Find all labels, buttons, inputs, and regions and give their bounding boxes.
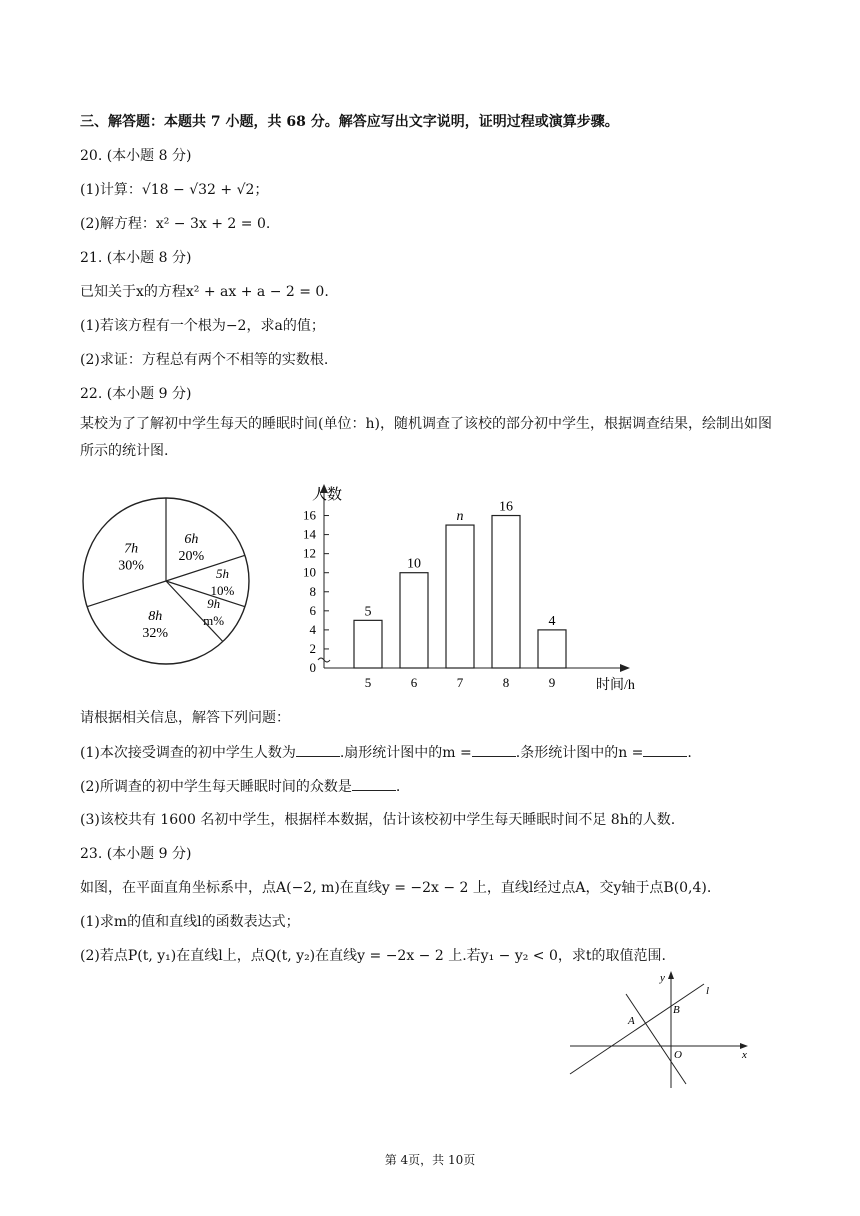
y-tick-label: 8 xyxy=(309,583,316,599)
x-tick-label: 6 xyxy=(410,675,418,690)
pie-slice-label: 6h xyxy=(184,532,199,548)
x-axis-arrow xyxy=(620,664,630,672)
bar-data-label: n xyxy=(456,509,464,525)
y-tick-label: 12 xyxy=(303,545,316,561)
q23-part1: (1)求m的值和直线l的函数表达式； xyxy=(80,914,300,930)
q22-part1-d: . xyxy=(687,745,692,761)
x-tick-label: 8 xyxy=(502,675,510,690)
bar xyxy=(492,516,520,668)
q20-part1: (1)计算：√18 − √32 + √2； xyxy=(80,182,269,198)
pie-slice-percent: 20% xyxy=(178,549,205,565)
pie-slice-percent: 10% xyxy=(210,583,235,598)
bar-data-label: 16 xyxy=(499,499,513,515)
q22-part1 xyxy=(80,742,692,763)
q22-part1-b: .扇形统计图中的m = xyxy=(339,745,472,761)
bar-data-label: 5 xyxy=(364,604,372,620)
answer-blank-m xyxy=(472,742,516,757)
pie-slices xyxy=(83,498,249,664)
pie-slice-label: 5h xyxy=(215,566,229,581)
y-tick-label: 2 xyxy=(309,640,316,656)
x-tick-label: 9 xyxy=(548,675,556,690)
point-b-label: B xyxy=(673,1004,680,1016)
q21-header: 21. (本小题 8 分) xyxy=(80,250,192,266)
q22-intro: 请根据相关信息，解答下列问题： xyxy=(80,710,290,726)
y-label: y xyxy=(660,972,665,984)
y-axis-arrow xyxy=(668,971,674,979)
q21-stem: 已知关于x的方程x² + ax + a − 2 = 0. xyxy=(80,284,329,300)
q23-stem: 如图，在平面直角坐标系中，点A(−2, m)在直线y = −2x − 2 上，直线l经过点A，交y轴于点B(0,4). xyxy=(80,880,712,896)
q22-part2 xyxy=(80,776,400,797)
point-a-label: A xyxy=(628,1015,635,1027)
line-l xyxy=(570,984,704,1074)
pie-slice-percent: 32% xyxy=(142,625,169,641)
answer-blank-mode xyxy=(352,776,396,791)
x-label: x xyxy=(742,1049,747,1061)
y-tick-label: 16 xyxy=(303,507,316,523)
answer-blank-n xyxy=(643,742,687,757)
bar xyxy=(446,525,474,668)
y-tick-label: 4 xyxy=(309,621,316,637)
q23-header: 23. (本小题 9 分) xyxy=(80,846,192,862)
y-axis-label: 人数 xyxy=(312,487,343,503)
q21-part1: (1)若该方程有一个根为−2，求a的值； xyxy=(80,318,325,334)
answer-blank-count xyxy=(296,742,340,757)
q22-part1-a: (1)本次接受调查的初中学生人数为 xyxy=(80,745,296,761)
line-l-label: l xyxy=(706,985,710,997)
pie-slice-label: 9h xyxy=(207,596,221,612)
origin-label: O xyxy=(674,1049,682,1061)
q22-part1-c: .条形统计图中的n = xyxy=(515,745,644,761)
bar-chart xyxy=(292,478,672,698)
bar-data-label: 4 xyxy=(548,613,556,629)
pie-slice-label: 8h xyxy=(148,608,163,624)
bar-data-label: 10 xyxy=(407,556,421,572)
section-title: 三、解答题：本题共 7 小题，共 68 分。解答应写出文字说明，证明过程或演算步骤。 xyxy=(80,114,619,130)
q23-part2: (2)若点P(t, y₁)在直线l上，点Q(t, y₂)在直线y = −2x − 2 上.若y₁ − y₂ < 0，求t的取值范围. xyxy=(80,948,666,964)
y-tick-label: 0 xyxy=(309,660,316,675)
x-axis-label: 时间/h xyxy=(596,678,635,693)
pie-slice-label: 7h xyxy=(124,541,139,557)
q22-stem: 某校为了了解初中学生每天的睡眠时间(单位：h)，随机调查了该校的部分初中学生，根据调查结果，绘制出如图所示的统计图. xyxy=(80,416,772,459)
coordinate-graph xyxy=(566,966,766,1092)
q20-header: 20. (本小题 8 分) xyxy=(80,148,192,164)
pie-slice-percent: 30% xyxy=(118,558,144,574)
q20-part2: (2)解方程：x² − 3x + 2 = 0. xyxy=(80,216,271,232)
x-tick-label: 7 xyxy=(456,675,464,690)
bar xyxy=(400,573,428,668)
pie-slice-percent: m% xyxy=(203,613,225,629)
bar-series xyxy=(354,500,566,690)
q22-part2-b: . xyxy=(395,779,401,795)
bar xyxy=(354,620,382,668)
pie-chart xyxy=(76,495,256,667)
q22-header: 22. (本小题 9 分) xyxy=(80,386,192,402)
q21-part2: (2)求证：方程总有两个不相等的实数根. xyxy=(80,352,329,368)
x-tick-label: 5 xyxy=(364,675,372,690)
q22-part2-a: (2)所调查的初中学生每天睡眠时间的众数是 xyxy=(80,779,352,795)
page-footer: 第 4页，共 10页 xyxy=(384,1153,476,1167)
bar xyxy=(538,630,566,668)
y-tick-label: 14 xyxy=(303,526,316,542)
y-tick-label: 6 xyxy=(309,602,316,618)
q22-part3: (3)该校共有 1600 名初中学生，根据样本数据，估计该校初中学生每天睡眠时间不足 8h的人数. xyxy=(80,812,676,828)
y-tick-label: 10 xyxy=(303,564,316,580)
